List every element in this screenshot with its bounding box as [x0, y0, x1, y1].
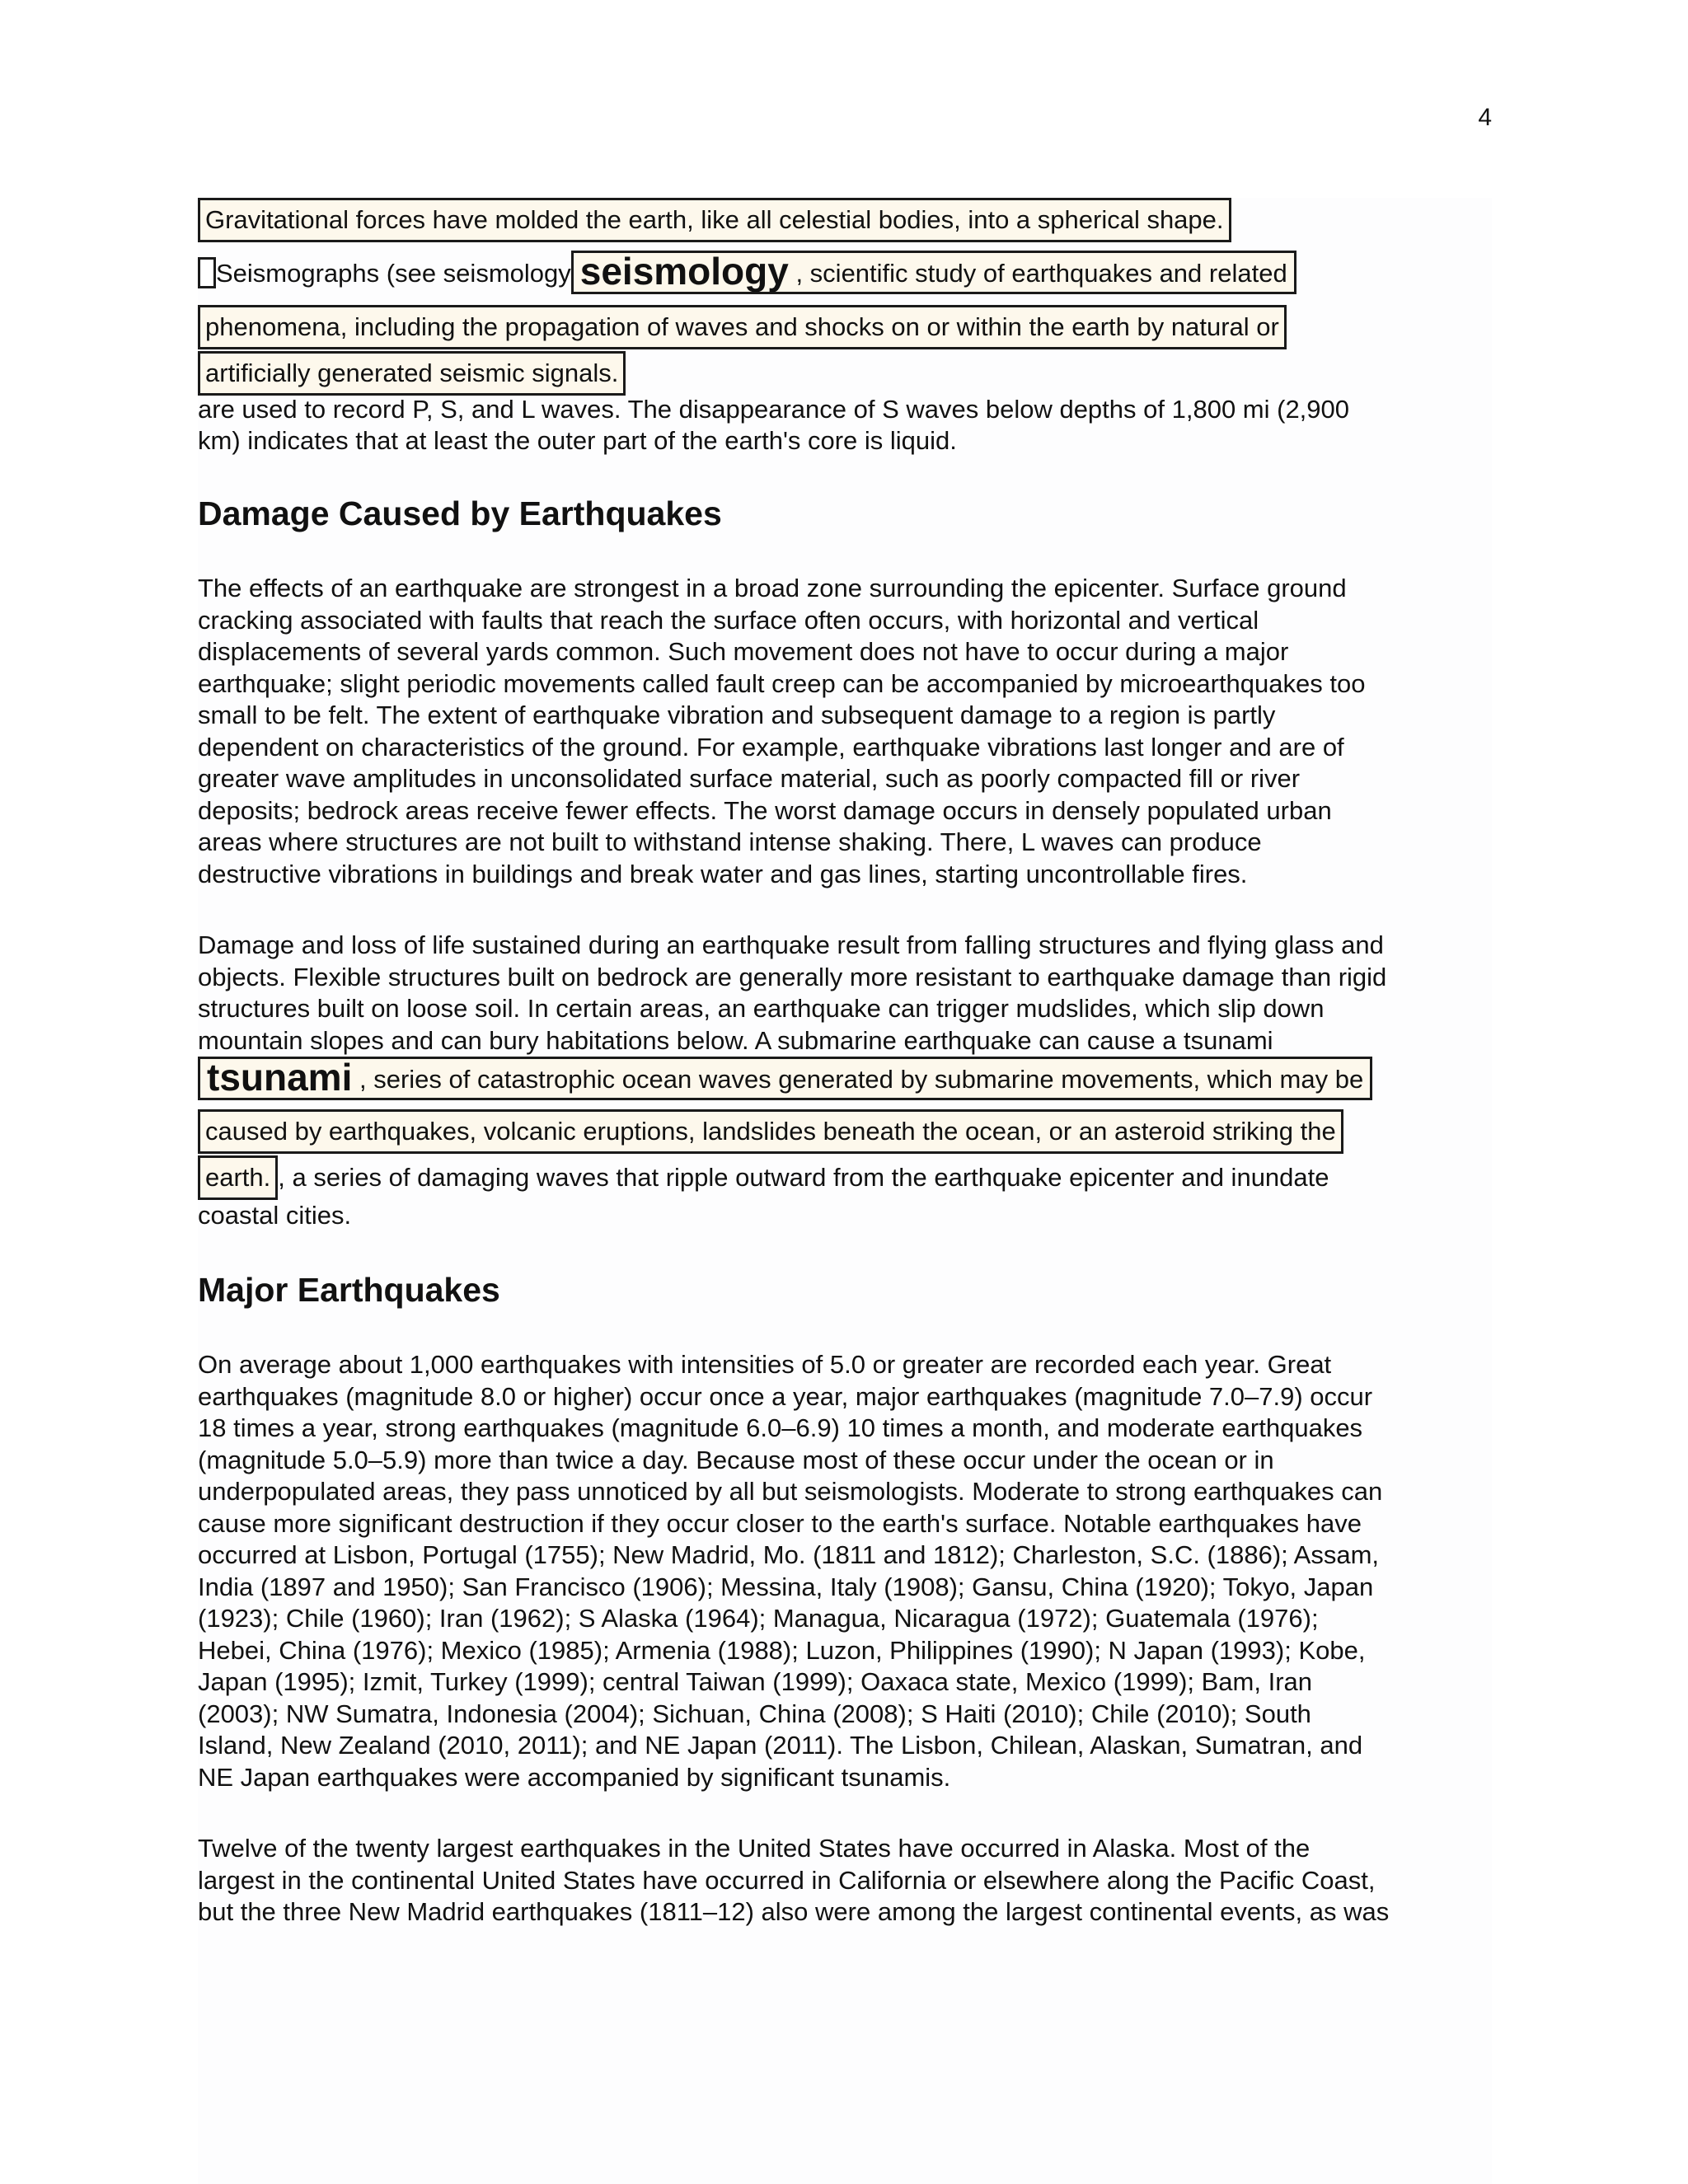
tsunami-definition-1: , series of catastrophic ocean waves generated by submarine movements, which may be	[352, 1065, 1364, 1094]
paragraph-line: destructive vibrations in buildings and break water and gas lines, starting uncontrollable fires.	[198, 859, 1248, 888]
paragraph-line: (magnitude 5.0–5.9) more than twice a day. Because most of these occur under the ocean or in	[198, 1445, 1274, 1474]
tsunami-popup-line-2: caused by earthquakes, volcanic eruptions, landslides beneath the ocean, or an asteroid striking the	[198, 1109, 1343, 1154]
paragraph-line: earthquake; slight periodic movements called fault creep can be accompanied by microearthquakes too	[198, 668, 1366, 698]
paragraph-line: objects. Flexible structures built on bedrock are generally more resistant to earthquake damage than rigid	[198, 962, 1387, 991]
gravity-note-popup: Gravitational forces have molded the earth, like all celestial bodies, into a spherical shape.	[198, 198, 1231, 242]
missing-glyph-icon	[198, 257, 216, 288]
paragraph-line: largest in the continental United States have occurred in California or elsewhere along the Pacific Coast,	[198, 1865, 1376, 1895]
seismology-def-row-2	[198, 305, 1492, 351]
paragraph-line: but the three New Madrid earthquakes (1811–12) also were among the largest continental events, as was	[198, 1897, 1390, 1926]
paragraph-line: The effects of an earthquake are strongest in a broad zone surrounding the epicenter. Surface ground	[198, 574, 1347, 602]
seismology-popup-line-3: artificially generated seismic signals.	[198, 351, 626, 396]
paragraph-line: India (1897 and 1950); San Francisco (1906); Messina, Italy (1908); Gansu, China (1920); Tokyo, Japan	[198, 1572, 1374, 1601]
paragraph-line: NE Japan earthquakes were accompanied by significant tsunamis.	[198, 1762, 951, 1792]
tsunami-def-row-2	[198, 1109, 1492, 1155]
paragraph-line: Damage and loss of life sustained during an earthquake result from falling structures and flying glass and	[198, 930, 1384, 959]
seismology-popup	[571, 251, 1296, 294]
tsunami-continued-2: coastal cities.	[198, 1201, 352, 1230]
seismographs-continued-1: are used to record P, S, and L waves. The disappearance of S waves below depths of 1,800 mi (2,900	[198, 395, 1350, 424]
paragraph-line: (2003); NW Sumatra, Indonesia (2004); Sichuan, China (2008); S Haiti (2010); Chile (2010); South	[198, 1699, 1311, 1728]
seismology-row	[198, 251, 1492, 305]
document-body	[198, 198, 1492, 1929]
major-paragraph-2	[198, 1833, 1492, 1929]
paragraph-line: mountain slopes and can bury habitations below. A submarine earthquake can cause a tsunami	[198, 1025, 1273, 1055]
paragraph-line: cracking associated with faults that reach the surface often occurs, with horizontal and vertical	[198, 605, 1259, 635]
tsunami-def-row-3	[198, 1155, 1492, 1200]
paragraph-line: (1923); Chile (1960); Iran (1962); S Alaska (1964); Managua, Nicaragua (1972); Guatemala (1976);	[198, 1604, 1319, 1633]
paragraph-line: Twelve of the twenty largest earthquakes in the United States have occurred in Alaska. Most of the	[198, 1834, 1311, 1863]
paragraph-line: 18 times a year, strong earthquakes (magnitude 6.0–6.9) 10 times a month, and moderate earthquakes	[198, 1413, 1363, 1442]
paragraph-line: cause more significant destruction if they occur closer to the earth's surface. Notable earthquakes have	[198, 1508, 1362, 1538]
paragraph-line: dependent on characteristics of the ground. For example, earthquake vibrations last longer and are of	[198, 732, 1344, 762]
major-earthquakes-heading: Major Earthquakes	[198, 1271, 500, 1309]
tsunami-row	[198, 1057, 1492, 1109]
major-paragraph-1	[198, 1349, 1492, 1793]
paragraph-line: Hebei, China (1976); Mexico (1985); Armenia (1988); Luzon, Philippines (1990); N Japan (1993); Kobe,	[198, 1635, 1366, 1665]
seismographs-continued-2: km) indicates that at least the outer part of the earth's core is liquid.	[198, 426, 957, 455]
tsunami-continued-1: , a series of damaging waves that ripple outward from the earthquake epicenter and inundate	[278, 1163, 1329, 1192]
paragraph-line: occurred at Lisbon, Portugal (1755); New Madrid, Mo. (1811 and 1812); Charleston, S.C. (1886); Assam,	[198, 1540, 1380, 1569]
paragraph-line: Island, New Zealand (2010, 2011); and NE Japan (2011). The Lisbon, Chilean, Alaskan, Sumatran, and	[198, 1731, 1363, 1760]
paragraph-line: On average about 1,000 earthquakes with intensities of 5.0 or greater are recorded each year. Great	[198, 1350, 1332, 1379]
paragraph-line: earthquakes (magnitude 8.0 or higher) occur once a year, major earthquakes (magnitude 7.0–7.9) occur	[198, 1381, 1373, 1411]
damage-heading: Damage Caused by Earthquakes	[198, 494, 722, 532]
seismology-def-row-3	[198, 351, 1492, 394]
paragraph-line: structures built on loose soil. In certain areas, an earthquake can trigger mudslides, which slip down	[198, 994, 1325, 1023]
paragraph-line: deposits; bedrock areas receive fewer effects. The worst damage occurs in densely populated urban	[198, 795, 1332, 825]
page-number: 4	[1478, 104, 1492, 131]
paragraph-line: areas where structures are not built to withstand intense shaking. There, L waves can produce	[198, 827, 1262, 856]
damage-paragraph-1	[198, 573, 1492, 890]
paragraph-line: displacements of several yards common. Such movement does not have to occur during a major	[198, 637, 1289, 666]
seismographs-text: Seismographs (see seismology	[216, 259, 571, 288]
damage-paragraph-2	[198, 930, 1492, 1057]
paragraph-line: greater wave amplitudes in unconsolidated surface material, such as poorly compacted fill or river	[198, 764, 1301, 793]
seismology-popup-line-2: phenomena, including the propagation of waves and shocks on or within the earth by natural or	[198, 305, 1287, 349]
seismology-term: seismology	[579, 250, 789, 293]
tsunami-popup	[198, 1057, 1372, 1100]
paragraph-line: underpopulated areas, they pass unnoticed by all but seismologists. Moderate to strong earthquakes can	[198, 1477, 1383, 1506]
seismology-definition-1: , scientific study of earthquakes and related	[788, 259, 1287, 288]
paragraph-line: small to be felt. The extent of earthquake vibration and subsequent damage to a region is partly	[198, 701, 1276, 729]
paragraph-line: Japan (1995); Izmit, Turkey (1999); central Taiwan (1999); Oaxaca state, Mexico (1999); Bam, Iran	[198, 1667, 1312, 1696]
tsunami-popup-line-3: earth.	[198, 1155, 278, 1200]
tsunami-term: tsunami	[207, 1056, 353, 1099]
gravity-note-row	[198, 198, 1492, 244]
